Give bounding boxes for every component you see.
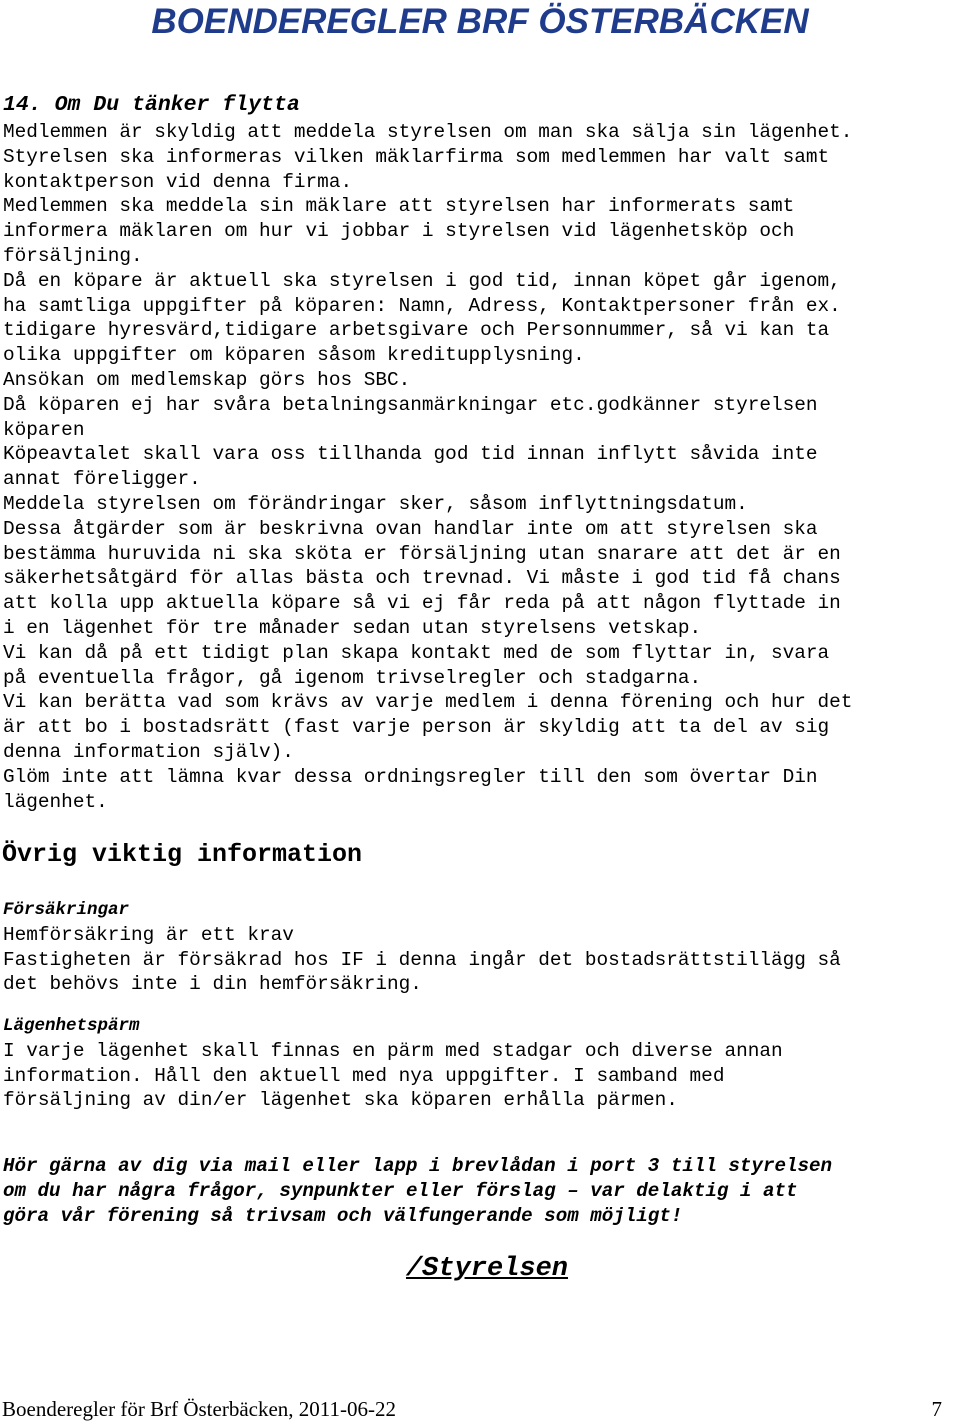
footer-text: Boenderegler för Brf Österbäcken, 2011-06-22	[2, 1397, 396, 1421]
body-line: bestämma huruvida ni ska sköta er försäljning utan snarare att det är en	[3, 542, 841, 565]
body-line: denna information själv).	[3, 740, 294, 763]
insurance-line: Fastigheten är försäkrad hos IF i denna ingår det bostadsrättstillägg så	[3, 948, 841, 971]
closing-line: om du har några frågor, synpunkter eller förslag – var delaktig i att	[3, 1179, 798, 1202]
body-line: Då köparen ej har svåra betalningsanmärkningar etc.godkänner styrelsen	[3, 393, 818, 416]
insurance-line: det behövs inte i din hemförsäkring.	[3, 973, 422, 996]
body-line: Ansökan om medlemskap görs hos SBC.	[3, 368, 411, 391]
binder-line: I varje lägenhet skall finnas en pärm med stadgar och diverse annan	[3, 1039, 783, 1062]
binder-section	[3, 1014, 783, 1113]
body-line: ha samtliga uppgifter på köparen: Namn, Adress, Kontaktpersoner från ex.	[3, 294, 841, 317]
body-line: Dessa åtgärder som är beskrivna ovan handlar inte om att styrelsen ska	[3, 517, 818, 540]
body-line: tidigare hyresvärd,tidigare arbetsgivare och Personnummer, så vi kan ta	[3, 319, 830, 342]
body-line: är att bo i bostadsrätt (fast varje person är skyldig att ta del av sig	[3, 716, 830, 739]
closing-line: göra vår förening så trivsam och välfungerande som möjligt!	[3, 1204, 683, 1227]
binder-heading: Lägenhetspärm	[3, 1016, 140, 1036]
body-line: att kolla upp aktuella köpare så vi ej får reda på att någon flyttade in	[3, 592, 841, 615]
body-line: Vi kan då på ett tidigt plan skapa kontakt med de som flyttar in, svara	[3, 641, 830, 664]
other-info-heading: Övrig viktig information	[2, 840, 363, 869]
binder-line: information. Håll den aktuell med nya uppgifter. I samband med	[3, 1064, 725, 1087]
body-line: köparen	[3, 418, 85, 441]
body-line: kontaktperson vid denna firma.	[3, 170, 353, 193]
body-line: lägenhet.	[3, 790, 108, 813]
body-line: säkerhetsåtgärd för allas bästa och trevnad. Vi måste i god tid få chans	[3, 567, 841, 590]
insurance-section	[3, 898, 841, 997]
body-line: olika uppgifter om köparen såsom kreditupplysning.	[3, 344, 585, 367]
section-14-heading: 14. Om Du tänker flytta	[3, 93, 300, 117]
closing-line: Hör gärna av dig via mail eller lapp i brevlådan i port 3 till styrelsen	[3, 1155, 833, 1177]
body-line: Vi kan berätta vad som krävs av varje medlem i denna förening och hur det	[3, 691, 853, 714]
body-line: annat föreligger.	[3, 468, 201, 491]
section-14-body	[3, 120, 852, 814]
document-title: BOENDEREGLER BRF ÖSTERBÄCKEN	[151, 2, 809, 41]
insurance-heading: Försäkringar	[3, 900, 130, 920]
signature: /Styrelsen	[405, 1254, 569, 1284]
body-line: Medlemmen ska meddela sin mäklare att styrelsen har informerats samt	[3, 195, 795, 218]
body-line: informera mäklaren om hur vi jobbar i styrelsen vid lägenhetsköp och	[3, 220, 795, 243]
body-line: Glöm inte att lämna kvar dessa ordningsregler till den som övertar Din	[3, 765, 818, 788]
body-line: på eventuella frågor, gå igenom trivselregler och stadgarna.	[3, 666, 702, 689]
body-line: Medlemmen är skyldig att meddela styrelsen om man ska sälja sin lägenhet.	[3, 121, 853, 143]
body-line: Då en köpare är aktuell ska styrelsen i god tid, innan köpet går igenom,	[3, 269, 841, 292]
closing-message	[3, 1154, 832, 1228]
page-number: 7	[931, 1397, 942, 1421]
insurance-line: Hemförsäkring är ett krav	[3, 923, 294, 946]
body-line: försäljning.	[3, 244, 143, 267]
body-line: Köpeavtalet skall vara oss tillhanda god tid innan inflytt såvida inte	[3, 443, 818, 466]
body-line: Meddela styrelsen om förändringar sker, såsom inflyttningsdatum.	[3, 492, 748, 515]
body-line: i en lägenhet för tre månader sedan utan styrelsens vetskap.	[3, 616, 702, 639]
body-line: Styrelsen ska informeras vilken mäklarfirma som medlemmen har valt samt	[3, 145, 830, 168]
binder-line: försäljning av din/er lägenhet ska köparen erhålla pärmen.	[3, 1089, 678, 1112]
